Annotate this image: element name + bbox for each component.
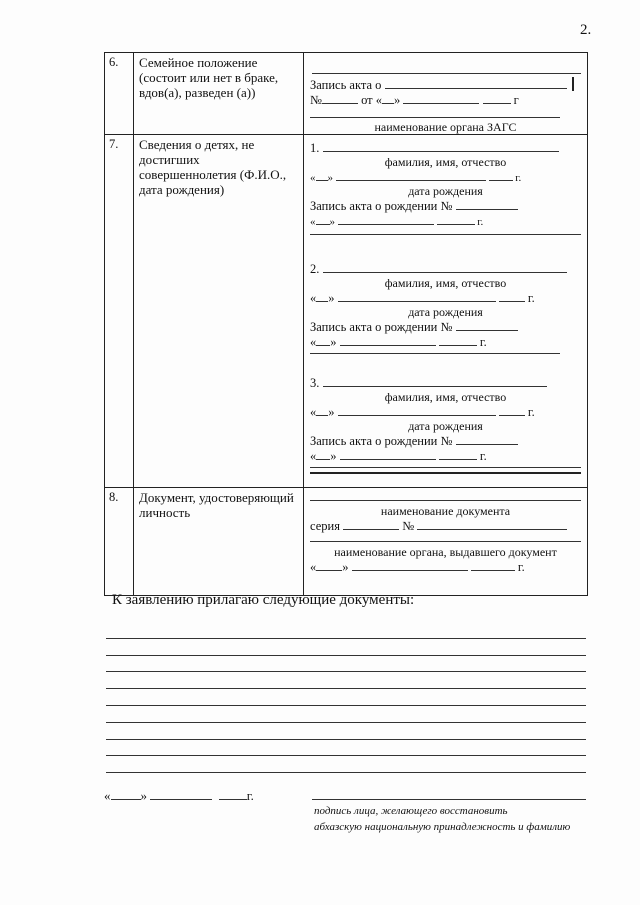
signature-caption [314, 803, 570, 835]
attachment-line[interactable] [106, 639, 586, 656]
attachment-line[interactable] [106, 672, 586, 689]
child-fio-field[interactable] [323, 375, 547, 387]
quote-close: » [394, 93, 401, 107]
issue-year-field[interactable] [471, 559, 515, 571]
year-suffix: г. [517, 560, 525, 574]
signature-date [104, 788, 254, 804]
dob-day-field[interactable] [316, 290, 328, 302]
record-month-field[interactable] [403, 92, 479, 104]
attachment-line[interactable] [106, 723, 586, 740]
sign-year-field[interactable] [219, 788, 247, 800]
birth-record-label: Запись акта о рождении № [310, 320, 453, 334]
child-separator [310, 228, 581, 235]
children-fields [304, 135, 588, 488]
record-year-field[interactable] [439, 334, 477, 346]
year-suffix: г [513, 93, 519, 107]
zags-field[interactable] [310, 107, 560, 118]
attachment-line[interactable] [106, 656, 586, 673]
record-month-field[interactable] [340, 448, 436, 460]
dob-day-field[interactable] [316, 169, 328, 181]
attachment-line[interactable] [106, 622, 586, 639]
issuer-field[interactable] [310, 533, 581, 542]
document-caption: наименование документа [380, 504, 511, 518]
issue-day-field[interactable] [316, 559, 342, 571]
date-open: « [310, 216, 316, 228]
fio-caption: фамилия, имя, отчество [384, 276, 507, 290]
no-prefix: № [310, 93, 322, 107]
zags-caption: наименование органа ЗАГС [374, 120, 517, 134]
dob-month-field[interactable] [338, 290, 496, 302]
dob-caption: дата рождения [408, 305, 483, 319]
fio-caption: фамилия, имя, отчество [384, 155, 507, 169]
document-name-field[interactable] [310, 488, 581, 501]
date-open: « [310, 172, 316, 184]
date-close: » [140, 788, 147, 803]
fio-caption: фамилия, имя, отчество [384, 390, 507, 404]
form-row-marital-status [105, 53, 588, 135]
date-open: « [310, 335, 317, 349]
document-series-field[interactable] [343, 518, 399, 530]
marital-status-line[interactable] [312, 59, 581, 74]
signature-field[interactable] [312, 799, 586, 800]
dob-year-field[interactable] [499, 290, 525, 302]
signature-caption-line-1: подпись лица, желающего восстановить [314, 805, 508, 817]
date-open: « [310, 449, 317, 463]
birth-record-number-field[interactable] [456, 319, 518, 331]
series-label: серия [310, 519, 340, 533]
row-label: Документ, удостоверяющий личность [134, 488, 304, 596]
identity-document-fields [304, 488, 588, 596]
record-month-field[interactable] [340, 334, 436, 346]
signature-caption-line-2: абхазскую национальную принадлежность и фамилию [314, 821, 571, 833]
record-year-field[interactable] [437, 213, 475, 225]
child-entry-1 [310, 140, 581, 251]
year-suffix: г. [479, 335, 487, 349]
form-row-identity-document [105, 488, 588, 596]
record-day-field[interactable] [316, 334, 330, 346]
child-index: 1. [310, 141, 320, 155]
record-year-field[interactable] [439, 448, 477, 460]
page-number: 2. [580, 22, 592, 38]
dob-day-field[interactable] [316, 404, 328, 416]
attachments-title: К заявлению прилагаю следующие документы: [112, 592, 415, 608]
date-open: « [104, 788, 111, 803]
year-suffix: г. [527, 291, 535, 305]
birth-record-label: Запись акта о рождении № [310, 434, 453, 448]
row-label: Сведения о детях, не достигших совершеннолетия (Ф.И.О., дата рождения) [134, 135, 304, 488]
attachment-line[interactable] [106, 740, 586, 757]
date-close: » [327, 172, 333, 184]
dob-month-field[interactable] [336, 169, 486, 181]
form-row-children [105, 135, 588, 488]
sign-month-field[interactable] [150, 788, 212, 800]
birth-record-number-field[interactable] [456, 433, 518, 445]
dob-year-field[interactable] [499, 404, 525, 416]
child-separator [310, 349, 560, 354]
year-suffix: г. [246, 788, 254, 803]
year-suffix: г. [477, 216, 484, 228]
dob-caption: дата рождения [408, 184, 483, 198]
row-number: 6. [105, 53, 134, 135]
date-open: « [310, 291, 317, 305]
record-month-field[interactable] [338, 213, 434, 225]
attachment-line[interactable] [106, 706, 586, 723]
marital-status-fields [304, 53, 588, 135]
date-open: « [310, 560, 317, 574]
year-suffix: г. [527, 405, 535, 419]
dob-month-field[interactable] [338, 404, 496, 416]
record-day-field[interactable] [316, 213, 330, 225]
row-number: 7. [105, 135, 134, 488]
record-type-field[interactable] [385, 77, 567, 89]
text-cursor [572, 77, 574, 91]
record-day-field[interactable] [316, 448, 330, 460]
child-index: 2. [310, 262, 320, 276]
record-prefix: Запись акта о [310, 78, 382, 92]
from-prefix: от « [361, 93, 382, 107]
record-day-field[interactable] [382, 92, 394, 104]
date-close: » [330, 335, 337, 349]
sign-day-field[interactable] [111, 788, 141, 800]
attachment-line[interactable] [106, 756, 586, 773]
birth-record-label: Запись акта о рождении № [310, 199, 453, 213]
record-year-field[interactable] [483, 92, 511, 104]
child-fio-field[interactable] [323, 140, 559, 152]
date-close: » [330, 449, 337, 463]
child-entry-3 [310, 375, 581, 487]
number-label: № [402, 519, 415, 533]
date-close: » [328, 291, 335, 305]
attachment-line[interactable] [106, 689, 586, 706]
document-number-field[interactable] [417, 518, 567, 530]
row-number: 8. [105, 488, 134, 596]
date-open: « [310, 405, 317, 419]
birth-record-number-field[interactable] [456, 198, 518, 210]
child-index: 3. [310, 376, 320, 390]
child-separator-heavy [310, 468, 581, 474]
dob-year-field[interactable] [489, 169, 513, 181]
issue-month-field[interactable] [352, 559, 468, 571]
date-close: » [328, 405, 335, 419]
date-close: » [342, 560, 349, 574]
attachments-lines [106, 622, 586, 773]
row-label: Семейное положение (состоит или нет в браке, вдов(а), разведен (а)) [134, 53, 304, 135]
issuer-caption: наименование органа, выдавшего документ [334, 545, 557, 559]
child-entry-2 [310, 261, 581, 371]
child-fio-field[interactable] [323, 261, 567, 273]
record-number-field[interactable] [322, 92, 358, 104]
application-form-table [104, 52, 588, 596]
year-suffix: г. [479, 449, 487, 463]
dob-caption: дата рождения [408, 419, 483, 433]
year-suffix: г. [515, 172, 522, 184]
date-close: » [329, 216, 335, 228]
